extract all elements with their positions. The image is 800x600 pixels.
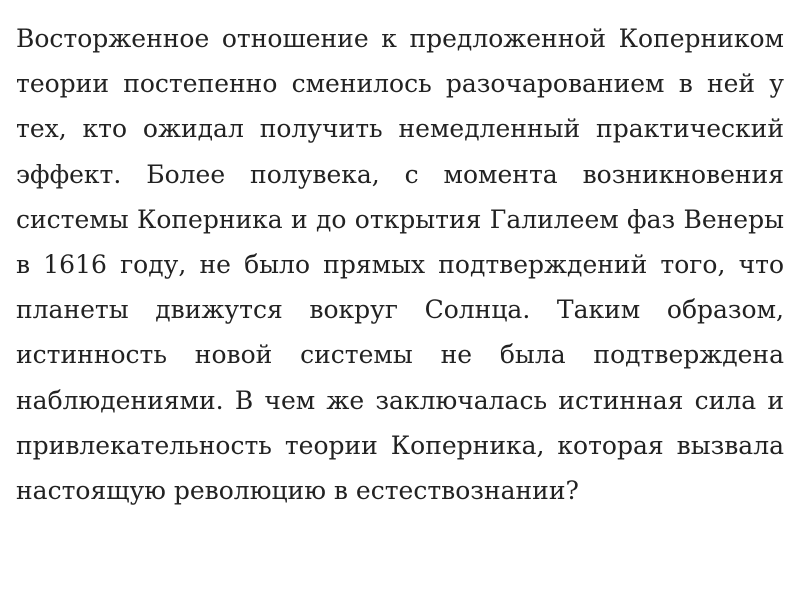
body-paragraph: Восторженное отношение к предложенной Коперником теории постепенно сменилось разочарованием в ней у тех, кто ожидал получить немедленный практический эффект. Более полувека, с момента возникновения системы Коперника и до открытия Галилеем фаз Венеры в 1616 году, не было прямых подтверждений того, что планеты движутся вокруг Солнца. Таким образом, истинность новой системы не была подтверждена наблюдениями. В чем же заключалась истинная сила и привлекательность теории Коперника, которая вызвала настоящую революцию в естествознании? [16,24,784,506]
